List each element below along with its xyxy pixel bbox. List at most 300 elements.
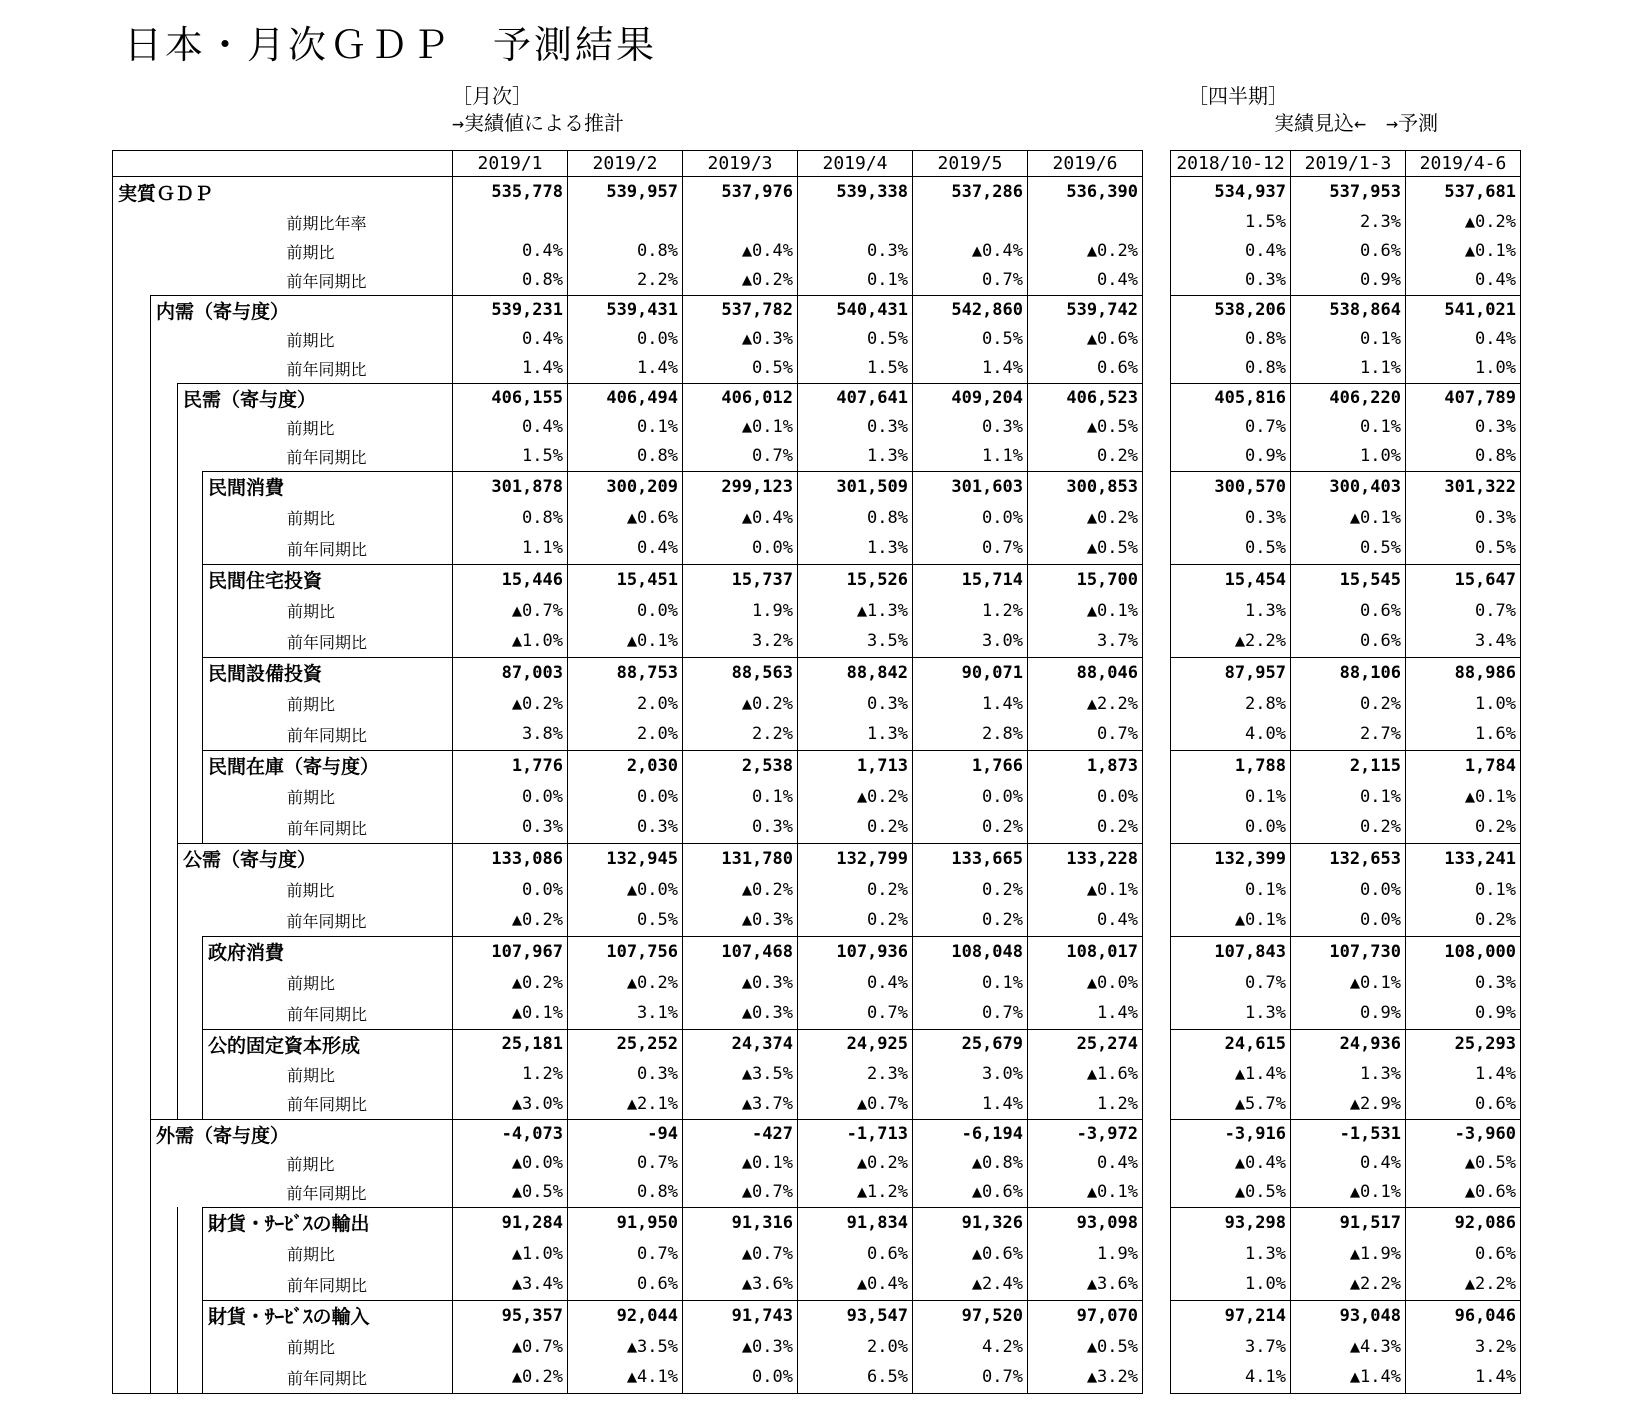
monthly-value-cell: 91,284 — [453, 1207, 568, 1238]
quarterly-value-cell: 1,784 — [1406, 750, 1521, 781]
monthly-value-cell: 2.0% — [568, 688, 683, 719]
monthly-value-cell: 0.2% — [1028, 812, 1143, 843]
quarterly-value-cell: 301,322 — [1406, 471, 1521, 502]
monthly-value-cell: 0.4% — [1028, 266, 1143, 296]
indent-spacer — [151, 1059, 178, 1089]
quarterly-value-cell: 0.6% — [1291, 626, 1406, 657]
quarterly-value-cell: 0.3% — [1406, 413, 1521, 442]
indent-spacer — [113, 998, 151, 1029]
quarterly-value-cell: 0.6% — [1291, 237, 1406, 266]
quarterly-value-cell: 0.0% — [1291, 874, 1406, 905]
monthly-value-cell: 24,374 — [683, 1029, 798, 1059]
quarterly-value-cell: 1.5% — [1171, 208, 1291, 237]
indent-spacer — [151, 998, 178, 1029]
indent-spacer — [151, 533, 178, 564]
indent-spacer — [151, 688, 178, 719]
indent-spacer — [151, 354, 178, 384]
indent-spacer — [151, 657, 178, 688]
monthly-value-cell: 0.0% — [568, 781, 683, 812]
indent-spacer — [151, 383, 178, 413]
quarterly-value-cell: ▲4.3% — [1291, 1331, 1406, 1362]
monthly-value-cell: ▲0.3% — [683, 325, 798, 354]
indent-spacer — [113, 533, 151, 564]
quarterly-value-cell: 0.3% — [1406, 967, 1521, 998]
quarterly-value-cell: ▲1.4% — [1291, 1362, 1406, 1393]
quarterly-value-cell: 87,957 — [1171, 657, 1291, 688]
col-header-2019-4: 2019/4 — [798, 151, 913, 177]
monthly-value-cell: 301,509 — [798, 471, 913, 502]
monthly-value-cell: 1.2% — [1028, 1089, 1143, 1119]
quarterly-value-cell: 0.9% — [1171, 442, 1291, 472]
quarterly-value-cell: 24,615 — [1171, 1029, 1291, 1059]
indent-spacer — [178, 595, 203, 626]
indent-spacer — [151, 874, 178, 905]
quarterly-value-cell: 0.1% — [1291, 413, 1406, 442]
quarterly-value-cell: 4.1% — [1171, 1362, 1291, 1393]
monthly-value-cell: ▲0.7% — [453, 1331, 568, 1362]
monthly-value-cell: 0.2% — [798, 812, 913, 843]
quarterly-value-cell: ▲0.1% — [1406, 781, 1521, 812]
indent-spacer — [178, 208, 203, 237]
monthly-value-cell: 0.0% — [568, 325, 683, 354]
indent-spacer — [151, 595, 178, 626]
monthly-note-line1: ［月次］ — [452, 84, 532, 108]
monthly-value-cell: 15,451 — [568, 564, 683, 595]
monthly-value-cell: 1.3% — [798, 719, 913, 750]
monthly-value-cell: 133,086 — [453, 843, 568, 874]
monthly-value-cell: ▲0.2% — [1028, 237, 1143, 266]
quarterly-value-cell: 0.1% — [1171, 874, 1291, 905]
quarterly-value-cell: 0.3% — [1171, 502, 1291, 533]
row-category-label: 民間消費 — [203, 471, 453, 502]
monthly-value-cell: 0.0% — [453, 874, 568, 905]
row-sub-label: 前年同期比 — [203, 533, 453, 564]
row-sub-label: 前期比 — [203, 1331, 453, 1362]
quarterly-value-cell: 88,986 — [1406, 657, 1521, 688]
monthly-value-cell: 0.4% — [798, 967, 913, 998]
table-row — [1171, 1238, 1521, 1269]
indent-spacer — [178, 237, 203, 266]
table-row — [113, 1059, 1143, 1089]
monthly-value-cell: 0.7% — [568, 1149, 683, 1178]
table-row — [113, 1269, 1143, 1300]
category-row — [1171, 1300, 1521, 1331]
indent-spacer — [113, 781, 151, 812]
quarterly-value-cell: 3.7% — [1171, 1331, 1291, 1362]
indent-spacer — [113, 688, 151, 719]
monthly-value-cell: ▲0.4% — [683, 237, 798, 266]
quarterly-value-cell: 0.5% — [1291, 533, 1406, 564]
monthly-value-cell: 300,209 — [568, 471, 683, 502]
monthly-value-cell: ▲0.2% — [568, 967, 683, 998]
monthly-value-cell: ▲0.1% — [1028, 1178, 1143, 1208]
category-row — [113, 843, 1143, 874]
quarterly-value-cell: 0.3% — [1406, 502, 1521, 533]
monthly-value-cell: 0.3% — [798, 413, 913, 442]
monthly-value-cell: 0.8% — [798, 502, 913, 533]
row-sub-label: 前年同期比 — [203, 1362, 453, 1393]
quarterly-value-cell: 3.4% — [1406, 626, 1521, 657]
row-sub-label: 前年同期比 — [203, 905, 453, 936]
monthly-value-cell: 0.5% — [568, 905, 683, 936]
table-row — [1171, 502, 1521, 533]
table-row — [1171, 781, 1521, 812]
quarterly-value-cell: 0.1% — [1406, 874, 1521, 905]
table-row — [113, 533, 1143, 564]
category-row — [113, 1207, 1143, 1238]
table-row — [113, 502, 1143, 533]
quarterly-value-cell: ▲2.2% — [1171, 626, 1291, 657]
table-row — [113, 1331, 1143, 1362]
indent-spacer — [178, 750, 203, 781]
monthly-value-cell: 0.7% — [798, 998, 913, 1029]
monthly-value-cell: 1,776 — [453, 750, 568, 781]
row-sub-label: 前期比 — [203, 688, 453, 719]
quarterly-value-cell: 407,789 — [1406, 383, 1521, 413]
monthly-value-cell: ▲0.4% — [798, 1269, 913, 1300]
monthly-value-cell: 537,286 — [913, 177, 1028, 208]
quarterly-value-cell: 0.4% — [1406, 325, 1521, 354]
category-row — [113, 1300, 1143, 1331]
monthly-value-cell: ▲1.0% — [453, 626, 568, 657]
quarterly-value-cell: 1.0% — [1406, 688, 1521, 719]
indent-spacer — [113, 719, 151, 750]
monthly-value-cell: 132,799 — [798, 843, 913, 874]
monthly-value-cell: 301,878 — [453, 471, 568, 502]
quarterly-value-cell: 0.5% — [1171, 533, 1291, 564]
indent-spacer — [113, 442, 151, 472]
monthly-value-cell: 1.2% — [453, 1059, 568, 1089]
monthly-value-cell: ▲0.7% — [683, 1238, 798, 1269]
monthly-value-cell: 0.4% — [568, 533, 683, 564]
table-row — [1171, 208, 1521, 237]
table-row — [113, 626, 1143, 657]
indent-spacer — [178, 657, 203, 688]
row-sub-label: 前期比 — [203, 1238, 453, 1269]
quarterly-value-cell: 91,517 — [1291, 1207, 1406, 1238]
table-row — [113, 874, 1143, 905]
monthly-value-cell: 97,520 — [913, 1300, 1028, 1331]
row-sub-label: 前年同期比 — [203, 1269, 453, 1300]
monthly-value-cell: ▲0.6% — [1028, 325, 1143, 354]
row-sub-label: 前期比 — [203, 325, 453, 354]
monthly-value-cell: 3.5% — [798, 626, 913, 657]
monthly-value-cell: 132,945 — [568, 843, 683, 874]
monthly-value-cell: ▲0.5% — [1028, 1331, 1143, 1362]
indent-spacer — [178, 1207, 203, 1238]
quarterly-value-cell: 0.2% — [1291, 812, 1406, 843]
monthly-value-cell: 539,957 — [568, 177, 683, 208]
table-row — [113, 905, 1143, 936]
monthly-value-cell: 2.2% — [568, 266, 683, 296]
quarterly-value-cell: 0.4% — [1291, 1149, 1406, 1178]
table-row — [113, 237, 1143, 266]
quarterly-value-cell: 538,206 — [1171, 295, 1291, 325]
monthly-value-cell — [1028, 208, 1143, 237]
monthly-value-cell: 1.4% — [913, 1089, 1028, 1119]
quarterly-value-cell: 537,681 — [1406, 177, 1521, 208]
quarterly-value-cell: 1.4% — [1406, 1362, 1521, 1393]
monthly-value-cell: 535,778 — [453, 177, 568, 208]
row-sub-label: 前期比 — [203, 595, 453, 626]
monthly-value-cell: ▲3.6% — [1028, 1269, 1143, 1300]
page-title: 日本・月次ＧＤＰ 予測結果 — [124, 23, 658, 67]
monthly-value-cell: ▲0.1% — [683, 1149, 798, 1178]
monthly-value-cell: 0.0% — [913, 502, 1028, 533]
quarterly-table-body — [1171, 177, 1521, 1394]
monthly-value-cell: 25,252 — [568, 1029, 683, 1059]
monthly-value-cell: 406,523 — [1028, 383, 1143, 413]
monthly-value-cell: 93,098 — [1028, 1207, 1143, 1238]
monthly-value-cell: ▲0.6% — [913, 1238, 1028, 1269]
table-row — [1171, 1331, 1521, 1362]
indent-spacer — [178, 325, 203, 354]
table-row — [1171, 1149, 1521, 1178]
row-sub-label: 前年同期比 — [203, 812, 453, 843]
quarterly-value-cell: 537,953 — [1291, 177, 1406, 208]
quarterly-value-cell: 132,399 — [1171, 843, 1291, 874]
quarterly-value-cell: -3,960 — [1406, 1119, 1521, 1149]
quarterly-value-cell: ▲5.7% — [1171, 1089, 1291, 1119]
monthly-value-cell: ▲0.5% — [1028, 413, 1143, 442]
row-category-label: 実質ＧＤＰ — [113, 177, 453, 208]
row-sub-label: 前期比 — [203, 413, 453, 442]
monthly-value-cell: ▲0.2% — [453, 967, 568, 998]
monthly-value-cell: 24,925 — [798, 1029, 913, 1059]
monthly-value-cell: 0.7% — [913, 266, 1028, 296]
quarterly-value-cell: 0.6% — [1406, 1089, 1521, 1119]
indent-spacer — [178, 905, 203, 936]
monthly-value-cell: 407,641 — [798, 383, 913, 413]
category-row — [1171, 843, 1521, 874]
quarterly-value-cell: 0.1% — [1171, 781, 1291, 812]
col-header-2018-10-12: 2018/10-12 — [1171, 151, 1291, 177]
monthly-value-cell: -4,073 — [453, 1119, 568, 1149]
indent-spacer — [178, 533, 203, 564]
monthly-value-cell: ▲0.7% — [798, 1089, 913, 1119]
monthly-value-cell: 2,538 — [683, 750, 798, 781]
monthly-value-cell: 0.8% — [568, 442, 683, 472]
monthly-value-cell — [798, 208, 913, 237]
quarterly-value-cell: 93,298 — [1171, 1207, 1291, 1238]
indent-spacer — [113, 657, 151, 688]
monthly-value-cell: 1.5% — [798, 354, 913, 384]
indent-spacer — [113, 354, 151, 384]
row-category-label: 外需（寄与度） — [151, 1119, 453, 1149]
category-row — [1171, 564, 1521, 595]
monthly-value-cell: 0.3% — [798, 237, 913, 266]
monthly-value-cell: ▲2.1% — [568, 1089, 683, 1119]
monthly-value-cell: 0.8% — [453, 266, 568, 296]
monthly-value-cell: 0.2% — [798, 874, 913, 905]
monthly-value-cell: 0.2% — [913, 812, 1028, 843]
monthly-value-cell: 537,782 — [683, 295, 798, 325]
table-row — [1171, 442, 1521, 472]
monthly-value-cell: 1.4% — [568, 354, 683, 384]
quarterly-value-cell: 97,214 — [1171, 1300, 1291, 1331]
monthly-value-cell: 0.3% — [453, 812, 568, 843]
indent-spacer — [151, 208, 178, 237]
monthly-value-cell: 536,390 — [1028, 177, 1143, 208]
monthly-value-cell: 0.3% — [568, 1059, 683, 1089]
monthly-value-cell: 540,431 — [798, 295, 913, 325]
monthly-value-cell: 92,044 — [568, 1300, 683, 1331]
indent-spacer — [113, 1300, 151, 1331]
row-category-label: 公需（寄与度） — [178, 843, 453, 874]
monthly-value-cell: 0.1% — [913, 967, 1028, 998]
row-category-label: 内需（寄与度） — [151, 295, 453, 325]
monthly-value-cell: 2.2% — [683, 719, 798, 750]
indent-spacer — [151, 1238, 178, 1269]
monthly-value-cell: 0.7% — [913, 533, 1028, 564]
row-sub-label: 前期比 — [203, 502, 453, 533]
quarterly-value-cell: 541,021 — [1406, 295, 1521, 325]
monthly-value-cell: 0.4% — [453, 413, 568, 442]
monthly-value-cell: 1.3% — [798, 442, 913, 472]
table-row — [1171, 266, 1521, 296]
quarterly-value-cell: 1.0% — [1406, 354, 1521, 384]
quarterly-value-cell: 132,653 — [1291, 843, 1406, 874]
quarterly-value-cell: 4.0% — [1171, 719, 1291, 750]
quarterly-value-cell: 0.7% — [1171, 967, 1291, 998]
monthly-value-cell: 0.1% — [568, 413, 683, 442]
monthly-value-cell: 107,468 — [683, 936, 798, 967]
quarterly-value-cell: 0.1% — [1291, 325, 1406, 354]
quarterly-value-cell: 538,864 — [1291, 295, 1406, 325]
monthly-value-cell: ▲0.1% — [683, 413, 798, 442]
table-row — [113, 688, 1143, 719]
monthly-value-cell: 1.4% — [453, 354, 568, 384]
monthly-value-cell: ▲0.0% — [568, 874, 683, 905]
monthly-value-cell: 1,766 — [913, 750, 1028, 781]
quarterly-value-cell: ▲2.2% — [1291, 1269, 1406, 1300]
monthly-value-cell: 0.7% — [913, 998, 1028, 1029]
quarterly-note — [1188, 83, 1488, 137]
col-header-2019-2: 2019/2 — [568, 151, 683, 177]
monthly-value-cell: ▲0.2% — [798, 1149, 913, 1178]
quarterly-value-cell: 0.2% — [1291, 688, 1406, 719]
monthly-value-cell: 0.2% — [913, 874, 1028, 905]
monthly-value-cell: 15,737 — [683, 564, 798, 595]
monthly-value-cell: ▲0.3% — [683, 905, 798, 936]
table-row — [1171, 1059, 1521, 1089]
monthly-value-cell: 1.1% — [913, 442, 1028, 472]
indent-spacer — [151, 1300, 178, 1331]
monthly-value-cell: 0.8% — [568, 237, 683, 266]
quarterly-value-cell: 0.0% — [1171, 812, 1291, 843]
indent-spacer — [178, 688, 203, 719]
monthly-value-cell: 25,181 — [453, 1029, 568, 1059]
monthly-value-cell: 0.4% — [453, 237, 568, 266]
monthly-value-cell: 0.4% — [453, 325, 568, 354]
quarterly-value-cell: 96,046 — [1406, 1300, 1521, 1331]
table-row — [113, 413, 1143, 442]
quarterly-value-cell: 2.3% — [1291, 208, 1406, 237]
monthly-value-cell: ▲0.1% — [1028, 874, 1143, 905]
monthly-value-cell: 1,713 — [798, 750, 913, 781]
indent-spacer — [113, 1238, 151, 1269]
quarterly-value-cell: 534,937 — [1171, 177, 1291, 208]
indent-spacer — [113, 383, 151, 413]
row-sub-label: 前期比 — [203, 1149, 453, 1178]
monthly-value-cell: ▲3.4% — [453, 1269, 568, 1300]
indent-spacer — [113, 1178, 151, 1208]
monthly-value-cell: -3,972 — [1028, 1119, 1143, 1149]
table-row — [113, 1238, 1143, 1269]
indent-spacer — [151, 325, 178, 354]
monthly-value-cell: ▲4.1% — [568, 1362, 683, 1393]
table-row — [1171, 719, 1521, 750]
category-row — [113, 936, 1143, 967]
monthly-value-cell: ▲0.2% — [453, 1362, 568, 1393]
quarterly-value-cell: 1.0% — [1171, 1269, 1291, 1300]
table-row — [113, 442, 1143, 472]
indent-spacer — [151, 936, 178, 967]
quarterly-value-cell: 107,843 — [1171, 936, 1291, 967]
indent-spacer — [113, 1207, 151, 1238]
monthly-value-cell: 0.8% — [568, 1178, 683, 1208]
indent-spacer — [178, 626, 203, 657]
indent-spacer — [151, 442, 178, 472]
monthly-value-cell: 0.2% — [798, 905, 913, 936]
monthly-value-cell: 301,603 — [913, 471, 1028, 502]
category-row — [113, 471, 1143, 502]
monthly-value-cell: 2.0% — [798, 1331, 913, 1362]
monthly-value-cell: 537,976 — [683, 177, 798, 208]
monthly-value-cell: ▲3.2% — [1028, 1362, 1143, 1393]
table-row — [113, 719, 1143, 750]
row-sub-label: 前期比 — [203, 237, 453, 266]
monthly-value-cell: ▲0.8% — [913, 1149, 1028, 1178]
col-header-2019-1-3: 2019/1-3 — [1291, 151, 1406, 177]
indent-spacer — [113, 1331, 151, 1362]
quarterly-value-cell: 3.2% — [1406, 1331, 1521, 1362]
quarterly-value-cell: 24,936 — [1291, 1029, 1406, 1059]
monthly-value-cell: 0.7% — [568, 1238, 683, 1269]
quarterly-value-cell: 1.3% — [1171, 595, 1291, 626]
monthly-value-cell: 0.3% — [568, 812, 683, 843]
monthly-value-cell: 91,326 — [913, 1207, 1028, 1238]
col-header-2019-1: 2019/1 — [453, 151, 568, 177]
monthly-value-cell: 1.9% — [683, 595, 798, 626]
indent-spacer — [113, 936, 151, 967]
indent-spacer — [178, 442, 203, 472]
monthly-value-cell: 0.0% — [683, 1362, 798, 1393]
indent-spacer — [151, 237, 178, 266]
monthly-value-cell: ▲3.5% — [568, 1331, 683, 1362]
monthly-value-cell: ▲3.7% — [683, 1089, 798, 1119]
indent-spacer — [178, 719, 203, 750]
monthly-value-cell: 87,003 — [453, 657, 568, 688]
table-row — [113, 595, 1143, 626]
quarterly-value-cell: 1,788 — [1171, 750, 1291, 781]
monthly-value-cell: 15,700 — [1028, 564, 1143, 595]
indent-spacer — [151, 1178, 178, 1208]
quarterly-value-cell: 0.4% — [1171, 237, 1291, 266]
monthly-value-cell: 133,228 — [1028, 843, 1143, 874]
monthly-value-cell: ▲3.5% — [683, 1059, 798, 1089]
monthly-value-cell: ▲0.1% — [453, 998, 568, 1029]
monthly-value-cell: -94 — [568, 1119, 683, 1149]
quarterly-value-cell: 0.9% — [1291, 266, 1406, 296]
row-category-label: 民間住宅投資 — [203, 564, 453, 595]
table-row — [1171, 354, 1521, 384]
monthly-value-cell: ▲0.0% — [1028, 967, 1143, 998]
quarterly-note-line1: ［四半期］ — [1188, 84, 1288, 108]
quarterly-value-cell: ▲2.2% — [1406, 1269, 1521, 1300]
quarterly-value-cell: 0.9% — [1406, 998, 1521, 1029]
indent-spacer — [178, 471, 203, 502]
